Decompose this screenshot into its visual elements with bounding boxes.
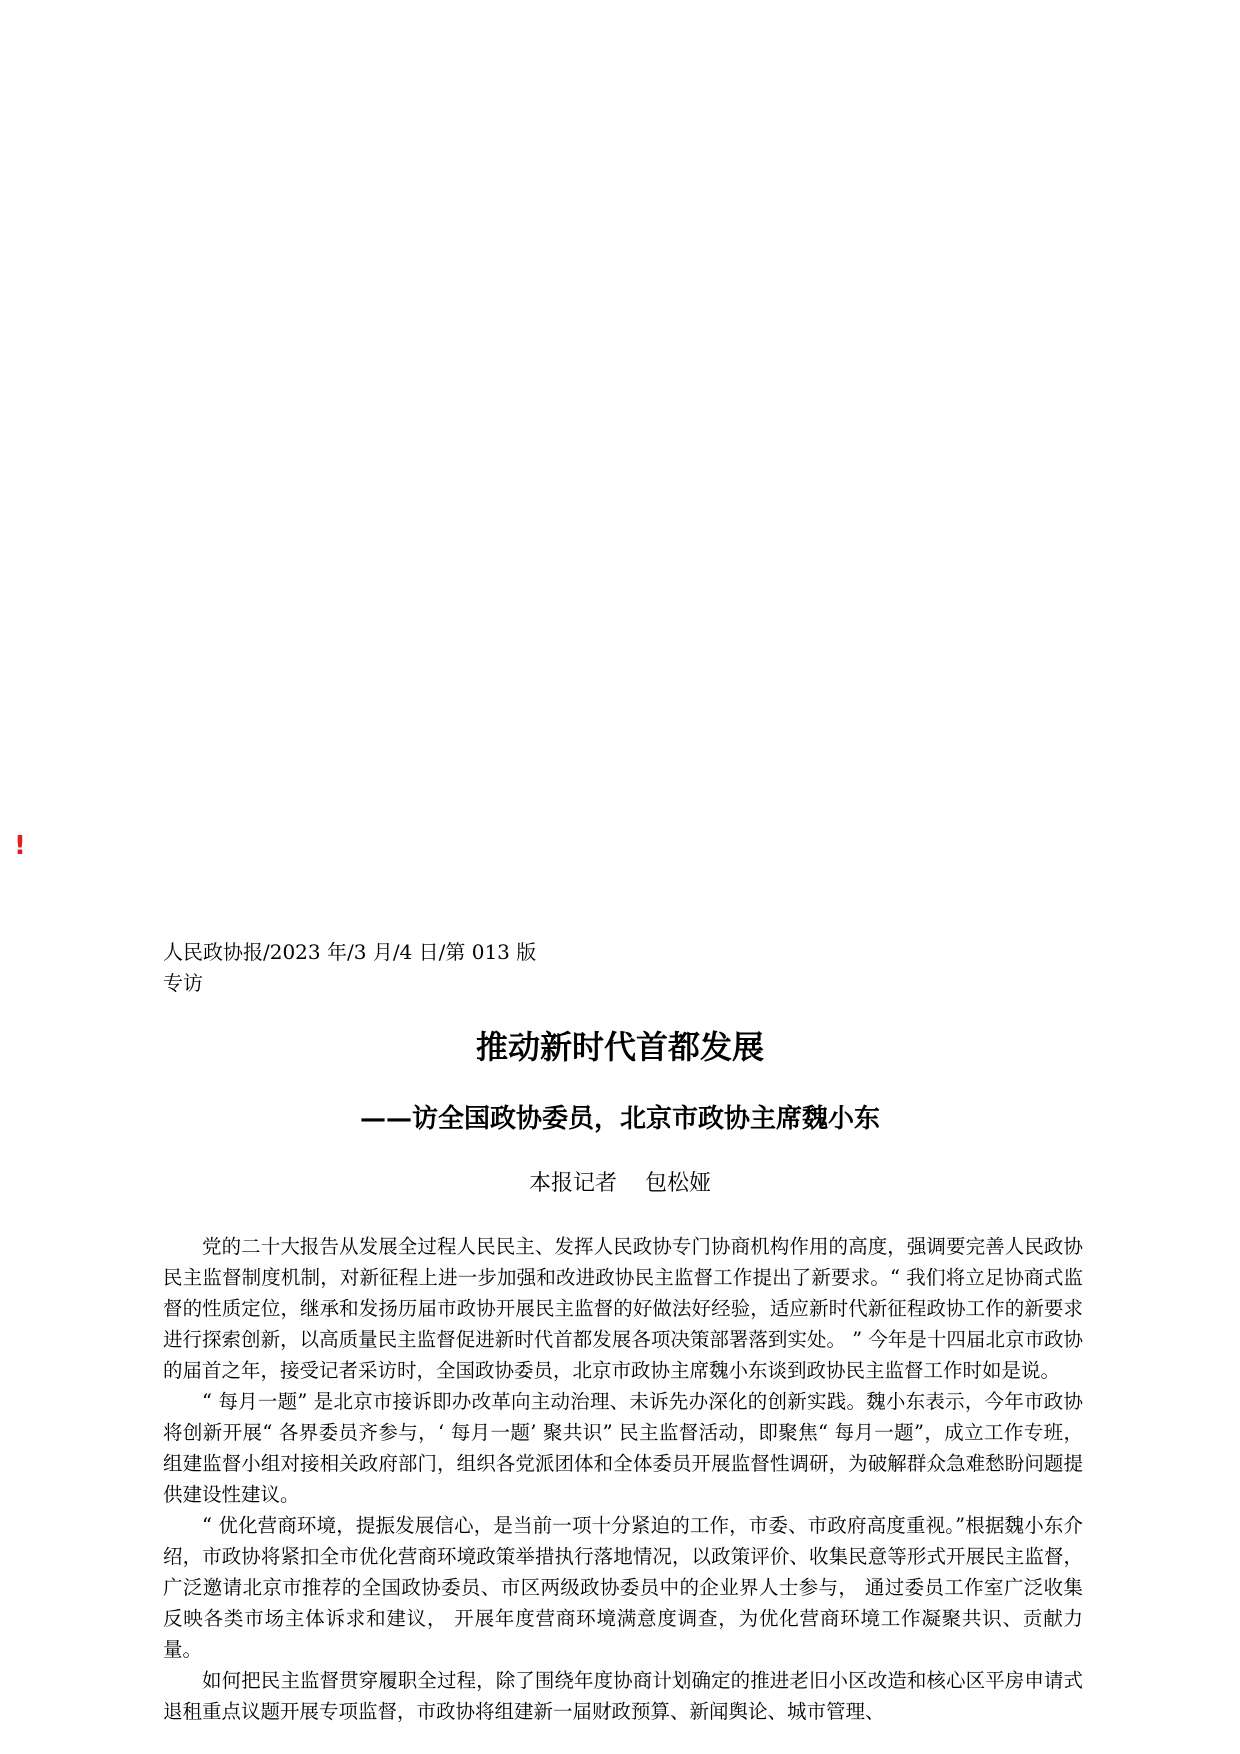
body-paragraph: “ 每月一题” 是北京市接诉即办改革向主动治理、未诉先办深化的创新实践。魏小东表示，今年市政协将创新开展“ 各界委员齐参与，‘ 每月一题’ 聚共识” 民主监督活动，即聚焦“ 每月一题”，成立工作专班，组建监督小组对接相关政府部门，组织各党派团体和全体委员开展监督性调研，为破解群众急难愁盼问题提供建设性建议。	[163, 1390, 1083, 1506]
article-subheadline: ——访全国政协委员，北京市政协主席魏小东	[359, 1104, 880, 1134]
source-line: 人民政协报/2023 年/3 月/4 日/第 013 版专访	[163, 940, 537, 995]
byline-name: 包松娅	[645, 1171, 712, 1196]
warning-mark: !	[14, 831, 26, 861]
byline	[0, 1167, 1240, 1201]
article-body	[163, 1231, 1083, 1727]
byline-role: 本报记者	[528, 1171, 617, 1196]
article-headline: 推动新时代首都发展	[475, 1028, 764, 1066]
body-paragraph: “ 优化营商环境，提振发展信心，是当前一项十分紧迫的工作，市委、市政府高度重视。”根据魏小东介绍，市政协将紧扣全市优化营商环境政策举措执行落地情况，以政策评价、收集民意等形式开展民主监督，广泛邀请北京市推荐的全国政协委员、市区两级政协委员中的企业界人士参与， 通过委员工作室广泛收集反映各类市场主体诉求和建议， 开展年度营商环境满意度调查，为优化营商环境工作凝聚共识、贡献力量。	[163, 1514, 1083, 1661]
body-paragraph: 如何把民主监督贯穿履职全过程，除了围绕年度协商计划确定的推进老旧小区改造和核心区平房申请式退租重点议题开展专项监督，市政协将组建新一届财政预算、新闻舆论、城市管理、	[163, 1669, 1083, 1723]
body-paragraph: 党的二十大报告从发展全过程人民民主、发挥人民政协专门协商机构作用的高度，强调要完善人民政协民主监督制度机制，对新征程上进一步加强和改进政协民主监督工作提出了新要求。“ 我们将立足协商式监督的性质定位，继承和发扬历届市政协开展民主监督的好做法好经验，适应新时代新征程政协工作的新要求进行探索创新，以高质量民主监督促进新时代首都发展各项决策部署落到实处。 ” 今年是十四届北京市政协的届首之年，接受记者采访时，全国政协委员，北京市政协主席魏小东谈到政协民主监督工作时如是说。	[163, 1235, 1083, 1382]
